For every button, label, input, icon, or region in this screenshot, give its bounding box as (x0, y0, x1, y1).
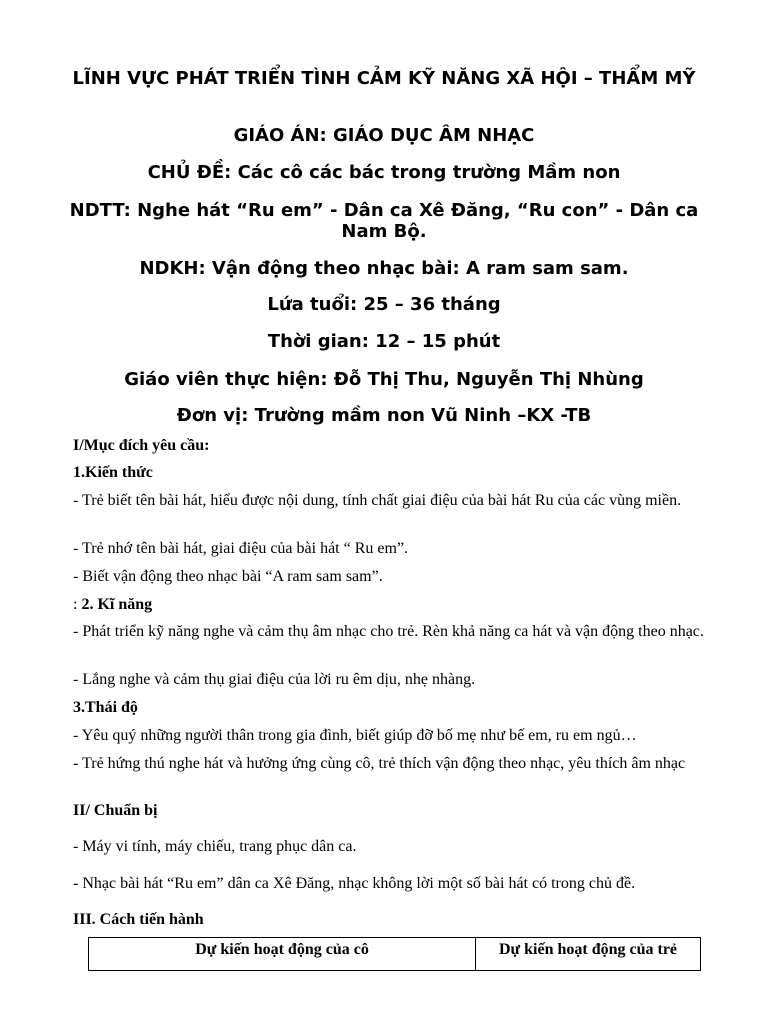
knowledge-item-2: - Trẻ nhớ tên bài hát, giai điệu của bài hát “ Ru em”. (73, 540, 409, 557)
table-header-row (89, 938, 701, 971)
section3-heading: III. Cách tiến hành (73, 911, 204, 928)
knowledge-item-1: - Trẻ biết tên bài hát, hiểu được nội dung, tính chất giai điệu của bài hát Ru của các vùng miền. (73, 492, 682, 509)
knowledge-item-3: - Biết vận động theo nhạc bài “A ram sam sam”. (73, 568, 383, 585)
topic-line: CHỦ ĐỀ: Các cô các bác trong trường Mầm non (147, 162, 621, 183)
activity-table (88, 937, 701, 971)
ndkh-line: NDKH: Vận động theo nhạc bài: A ram sam sam. (139, 258, 629, 279)
skills-item-2: - Lắng nghe và cảm thụ giai điệu của lời ru êm dịu, nhẹ nhàng. (73, 671, 476, 688)
skills-heading-line (73, 595, 723, 614)
lesson-plan-title: GIÁO ÁN: GIÁO DỤC ÂM NHẠC (233, 125, 535, 146)
teachers-line: Giáo viên thực hiện: Đỗ Thị Thu, Nguyễn Thị Nhùng (124, 369, 644, 390)
attitude-item-1: - Yêu quý những người thân trong gia đình, biết giúp đỡ bố mẹ như bế em, ru em ngủ… (73, 727, 637, 744)
knowledge-heading: 1.Kiến thức (73, 464, 153, 481)
field-title: LĨNH VỰC PHÁT TRIỂN TÌNH CẢM KỸ NĂNG XÃ HỘI – THẨM MỸ (72, 68, 696, 89)
child-activity-header: Dự kiến hoạt động của trẻ (476, 938, 701, 971)
attitude-heading: 3.Thái độ (73, 699, 138, 716)
teacher-activity-header: Dự kiến hoạt động của cô (89, 938, 476, 971)
section2-heading: II/ Chuẩn bị (73, 802, 158, 819)
ndtt-line: NDTT: Nghe hát “Ru em” - Dân ca Xê Đăng, “Ru con” - Dân ca Nam Bộ. (69, 200, 699, 242)
skills-prefix: : (73, 596, 82, 613)
unit-line: Đơn vị: Trường mầm non Vũ Ninh –KX -TB (176, 405, 592, 426)
time-line: Thời gian: 12 – 15 phút (267, 331, 501, 352)
prep-item-2: - Nhạc bài hát “Ru em” dân ca Xê Đăng, nhạc không lời một số bài hát có trong chủ đề. (73, 875, 636, 892)
attitude-item-2: - Trẻ hứng thú nghe hát và hưởng ứng cùng cô, trẻ thích vận động theo nhạc, yêu thích âm nhạc (73, 755, 686, 772)
skills-item-1: - Phát triển kỹ năng nghe và cảm thụ âm nhạc cho trẻ. Rèn khả năng ca hát và vận động theo nhạc. (73, 623, 704, 640)
section1-heading: I/Mục đích yêu cầu: (73, 437, 210, 454)
age-line: Lứa tuổi: 25 – 36 tháng (267, 294, 501, 315)
skills-heading: 2. Kĩ năng (81, 596, 153, 613)
prep-item-1: - Máy vi tính, máy chiếu, trang phục dân ca. (73, 838, 357, 855)
